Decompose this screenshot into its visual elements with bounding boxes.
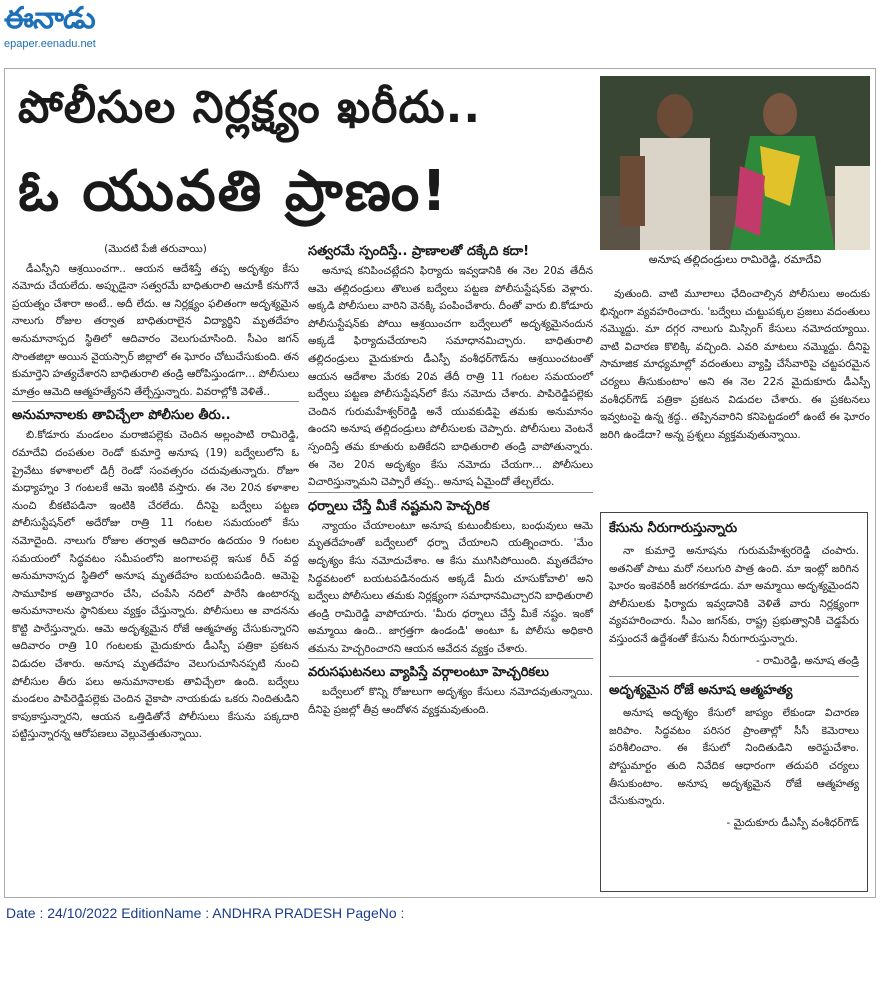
article-column-1 <box>12 241 299 744</box>
headline-line-2: ఓ యువతి ప్రాణం! <box>18 159 449 224</box>
paragraph: న్యాయం చేయాలంటూ అనూష కుటుంబీకులు, బంధువులు ఆమె మృతదేహంతో బద్వేలులో ధర్నా చేయాలని యత్నించారు. 'మేం అదృశ్యం కేసు నమోదుచేశాం. ఆ కేసు ముగిసిపోయింది. మృతదేహం సిద్ధవటంలో బయటపడినందున అక్కడే మీరు చూసుకోవాలి' అని బద్వేలు పోలీసులు తమకు నిర్లక్ష్యంగా సమాధానమిచ్చారని బాధితురాలి తండ్రి రామిరెడ్డి వాపోయారు. 'మీరు ధర్నాలు చేస్తే మీకే నష్టం. ఇంకో అమ్మాయి ఉంది.. జాగ్రత్తగా ఉండండి' అంటూ ఓ పోలీసు అధికారి తమను హెచ్చరించారని ఆయన ఆవేదన వ్యక్తం చేశారు. <box>308 519 593 655</box>
parents-photo <box>600 76 870 250</box>
eenadu-logo[interactable] <box>4 2 154 62</box>
box-title: అదృశ్యమైన రోజే అనూష ఆత్మహత్య <box>609 683 793 699</box>
paragraph: బి.కోడూరు మండలం మరాజిపల్లెకు చెందిన అల్లంపాటి రామిరెడ్డి, రమాదేవి దంపతుల రెండో కుమార్తె అనూష (19) బద్వేలులోని ఓ ప్రైవేటు కళాశాలలో డిగ్రీ రెండో సంవత్సరం చదువుతున్నారు. రోజూ మధ్యాహ్నం 3 గంటలకే ఆమె ఇంటికి వస్తారు. ఈ నెల 20న కళాశాల నుంచి బీకటిపడినా ఇంటికి చేరలేదు. దీనిపై బద్వేలు పట్టణ పోలీసుస్టేషన్‌లో అదేరోజు రాత్రి 11 గంటల సమయంలో కేసు నమోదైంది. నాలుగు రోజుల తర్వాత ఆదివారం ఉదయం 9 గంటల సమయంలో సిద్ధవటం సమీపంలోని జంగాలపల్లె ఇసుక రీచ్ వద్ద అనుమానాస్పద స్థితిలో అనూష మృతదేహం బయటపడింది. ఆమెపై సామూహిక అత్యాచారం చేసి, చంపేసి నదిలో పారేసి ఉంటారన్న అనుమానాలను స్థానికులు వ్యక్తం చేస్తున్నారు. పోలీసులు ఆ వాదనను కొట్టి పారేస్తున్నారు. ఆమె అదృశ్యమైన రోజే ఆత్మహత్య చేసుకున్నారని ఆదివారం రాత్రి 10 గంటలకు మైదుకూరు డీఎస్పీ పత్రికా ప్రకటన విడుదల చేశారు. అనూష మృతదేహం వెలుగుచూసినప్పటి నుంచి పోలీసుల తీరు పలు అనుమానాలకు తావిచ్చేలా ఉంది. బద్వేలు మండలం పాపిరెడ్డిపల్లెకు చెందిన వైకాపా నాయకుడు ఒకరు నిందితుడిని కాపుకాస్తున్నారని, ఆయన ఒత్తిడితోనే పోలీసులు కేసును పక్కదారి పట్టిస్తున్నారన్న ఆరోపణలు వెల్లువెత్తుతున్నాయి. <box>12 429 299 741</box>
paragraph: డీఎస్పీని ఆశ్రయించగా.. ఆయన ఆదేశిస్తే తప్ప అదృశ్యం కేసు నమోదు చేయలేదు. అప్పుడైనా సత్వరమే బాధితురాలి ఆచూకీ కనుగొనే ప్రయత్నం చేశారా అంటే.. అదీ లేదు. ఆ నిర్లక్ష్యం ఫలితంగా అదృశ్యమైన నాలుగు రోజుల తర్వాత బాధితురాలైన విద్యార్థిని మృతదేహం అనుమానాస్పద స్థితిలో ఆదివారం వెలుగుచూసింది. సీఎం జగన్ సొంతజిల్లా అయిన వైయస్సార్ జిల్లాలో ఈ ఘోరం చోటుచేసుకుంది. తన కుమార్తెని హత్యచేశారని బాధితురాలి తండ్రి ఆరోపిస్తుండగా... పోలీసులు మాత్రం ఆమెది ఆత్మహత్యేనని తేల్చేస్తున్నారు. వివరాల్లోకి వెళితే.. <box>12 262 299 398</box>
quote-signature: - మైదుకూరు డీఎస్పీ వంశీధర్‌గౌడ్ <box>726 816 859 829</box>
box-title: కేసును నీరుగారుస్తున్నారు <box>609 521 738 536</box>
subheading: వరుసఘటనలు వ్యాపిస్తే వర్గాలంటూ హెచ్చరికలు <box>308 658 593 684</box>
article-column-2 <box>308 241 593 720</box>
divider <box>609 676 859 677</box>
subheading: అనుమానాలకు తావిచ్చేలా పోలీసుల తీరు.. <box>12 401 299 427</box>
headline-line-1: పోలీసుల నిర్లక్ష్యం ఖరీదు.. <box>18 82 482 133</box>
article-column-3 <box>600 286 870 444</box>
quote-text: నా కుమార్తె అనూషను గురుమహేశ్వరరెడ్డి చంపారు. అతనితో పాటు మరో నలుగురి పాత్ర ఉంది. మా ఇంట్లో జరిగిన ఘోరం ఇంకెవరికీ జరగకూడదు. మా అమ్మాయి అదృశ్యమైందని పోలీసులకు ఫిర్యాదు ఇవ్వడానికి వెళితే వారు నిర్లక్ష్యంగా వ్యవహరించారు. సీఎం జగన్‌కు, రాష్ట్ర ప్రభుత్వానికి చెడ్డపేరు వస్తుందనే ఉద్దేశంతో కేసును నీరుగారుస్తున్నారు. <box>609 545 859 645</box>
subheading: ధర్నాలు చేస్తే మీకే నష్టమని హెచ్చరిక <box>308 492 593 518</box>
logo-mark: ఈనాడు <box>4 1 95 36</box>
continued-note: (మొదటి పేజీ తరువాయి) <box>104 243 207 255</box>
quote-signature: - రామిరెడ్డి, అనూష తండ్రి <box>756 654 859 667</box>
paragraph: అనూష కనిపించట్లేదని ఫిర్యాదు ఇవ్వడానికి ఈ నెల 20వ తేదీన ఆమె తల్లిదండ్రులు తొలుత బద్వేలు పట్టణ పోలీసుస్టేషన్‌కు వెళ్లారు. అక్కడి పోలీసులు వారిని వెనక్కి పంపించేశారు. దీంతో వారు బి.కోడూరు పోలీసుస్టేషన్‌కు పోయి ఆశ్రయించగా బద్వేలులో అదృశ్యమైనందున అక్కడే ఫిర్యాదుచేయాలని సమాధానమిచ్చారు. బాధితురాలి తల్లిదండ్రులు మైదుకూరు డీఎస్పీ వంశీధర్‌గౌడ్‌ను ఆశ్రయించటంతో ఆయన ఆదేశాల మేరకు 20వ తేదీ రాత్రి 11 గంటల సమయంలో బద్వేలు పట్టణ పోలీసుస్టేషన్‌లో కేసు నమోదు చేశారు. పాపిరెడ్డిపల్లెకు చెందిన గురుమహేశ్వర్‌రెడ్డి అనే యువకుడిపై తమకు అనుమానం ఉందని అనూష తల్లిదండ్రులు పోలీసులకు చెప్పారు. పోలీసులు వెంటనే స్పందిస్తే తమ కూతురు బతికేదని బాధితురాలి తండ్రి వాపోతున్నారు. ఈ నెల 20న అదృశ్యం కేసు నమోదు చేయగా... పోలీసులు విచారిస్తున్నామని చెప్పారే తప్ప.. అనూష ఏమైందో తేల్చలేదు. <box>308 265 593 489</box>
photo-caption: అనూష తల్లిదండ్రులు రామిరెడ్డి, రమాదేవి <box>648 253 822 266</box>
paragraph: వుతుంది. వాటి మూలాలు ఛేదించాల్సిన పోలీసులు అందుకు భిన్నంగా వ్యవహరించారు. 'బద్వేలు చుట్టుపక్కల ప్రజలు వదంతులు నమ్మొద్దు. మా దగ్గర నాలుగు మిస్సింగ్ కేసులు నమోదయ్యాయి. వాటి విచారణ కొలిక్కి వచ్చింది. ఎవరి మాటలు నమ్మొద్దు. దీనిపై సామాజిక మాధ్యమాల్లో వదంతులు వ్యాప్తి చేసేవారిపై చట్టపరమైన చర్యలు తీసుకుంటాం' అని ఈ నెల 22న మైదుకూరు డీఎస్పీ వంశీధర్‌గౌడ్ పత్రికా ప్రకటన విడుదల చేశారు. ఈ ప్రకటనలు ఇవ్వటంపై ఉన్న శ్రద్ధ.. తప్పినవారిని కనిపెట్టడంలో ఉంటే ఈ ఘోరం జరిగి ఉండేదా? అన్న ప్రశ్నలు వ్యక్తమవుతున్నాయి. <box>600 288 870 441</box>
logo-url[interactable]: epaper.eenadu.net <box>4 38 96 50</box>
quote-text: అనూష అదృశ్యం కేసులో జాప్యం లేకుండా విచారణ జరిపాం. సిద్ధవటం పరిసర ప్రాంతాల్లో సీసీ కెమెరాలు పరిశీలించాం. ఈ కేసులో నిందితుడిని అరెస్టుచేశాం. పోస్టుమార్టం తుది నివేదిక ఆధారంగా తదుపరి చర్యలు తీసుకుంటాం. అనూష అదృశ్యమైన రోజే ఆత్మహత్య చేసుకున్నారు. <box>609 707 859 808</box>
quote-box <box>600 512 868 892</box>
edition-footer: Date : 24/10/2022 EditionName : ANDHRA PRADESH PageNo : <box>6 905 405 921</box>
paragraph: బద్వేలులో కొన్ని రోజులుగా అదృశ్యం కేసులు నమోదవుతున్నాయి. దీనిపై ప్రజల్లో తీవ్ర ఆందోళన వ్యక్తమవుతుంది. <box>308 686 593 717</box>
subheading: సత్వరమే స్పందిస్తే.. ప్రాణాలతో దక్కేది కదా! <box>308 244 530 259</box>
